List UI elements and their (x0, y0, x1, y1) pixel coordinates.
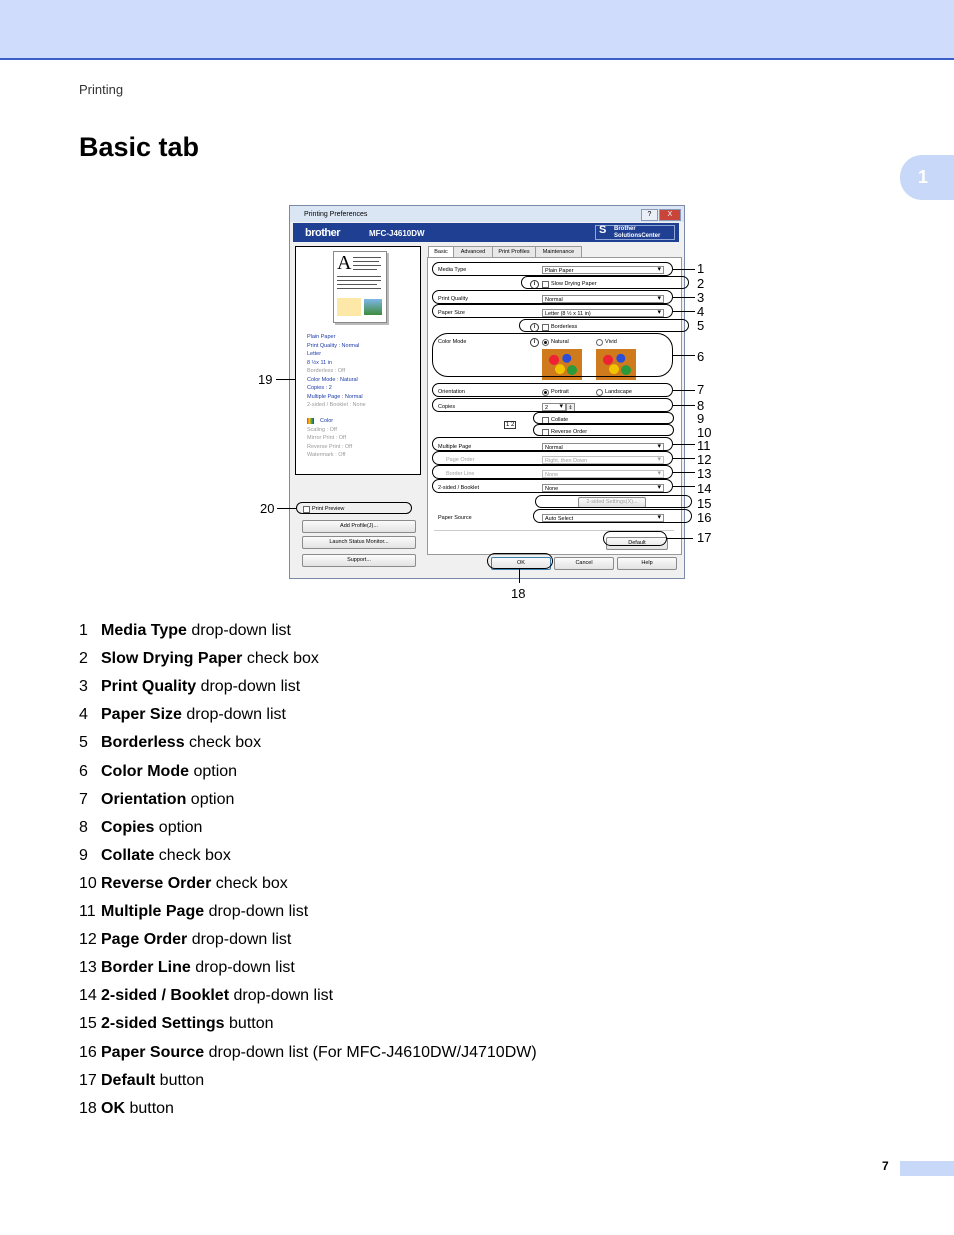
media-type-label: Media Type (438, 267, 467, 273)
slow-drying-info-icon[interactable]: i (530, 280, 539, 289)
list-item (79, 791, 234, 809)
media-type-dropdown[interactable]: Plain Paper ▾ (542, 266, 664, 274)
list-item-term: Paper Source (101, 1043, 205, 1061)
callout-number: 5 (697, 318, 705, 333)
section-name: Printing (79, 82, 124, 97)
preview-setting-line: Reverse Print : Off (307, 443, 353, 450)
help-button[interactable]: Help (617, 557, 677, 570)
callout-oval (432, 437, 673, 451)
copies-stepper[interactable]: ⇕ (566, 403, 575, 413)
callout-line (673, 390, 695, 391)
list-item (79, 706, 286, 724)
list-item-number: 8 (79, 818, 88, 836)
callout-number: 2 (697, 276, 705, 291)
list-item-description: option (189, 762, 238, 780)
list-item-number: 6 (79, 762, 88, 780)
help-window-button[interactable]: ? (641, 209, 658, 221)
callout-number: 11 (697, 438, 711, 453)
callout-oval (533, 412, 674, 424)
list-item-term: Paper Size (101, 706, 182, 724)
preview-setting-line: Color Mode : Natural (307, 376, 358, 383)
list-item-term: Default (101, 1071, 156, 1089)
preview-setting-line: Copies : 2 (307, 385, 332, 391)
preview-setting-line: Print Quality : Normal (307, 342, 360, 349)
page-title: Basic tab (79, 132, 200, 162)
list-item-description: button (224, 1015, 274, 1033)
list-item (79, 931, 291, 949)
callout-line (276, 379, 295, 380)
list-item-description: drop-down list (196, 678, 301, 696)
list-item-term: Media Type (101, 622, 187, 639)
list-item-number: 10 (79, 874, 97, 892)
list-item (79, 959, 295, 977)
callout-number: 1 (697, 261, 705, 276)
list-item-number: 5 (79, 734, 88, 752)
list-item-description: check box (211, 874, 288, 892)
list-item-description: drop-down list (190, 959, 295, 977)
add-profile-button[interactable]: Add Profile(J)... (302, 520, 416, 533)
list-item-description: check box (154, 846, 231, 864)
preview-setting-line: Scaling : Off (307, 426, 337, 433)
page-number: 7 (882, 1159, 889, 1173)
copies-label: Copies (438, 404, 456, 410)
callout-oval (533, 424, 674, 436)
callout-line (673, 269, 695, 270)
list-item-description: check box (184, 734, 262, 752)
list-item-number: 3 (79, 678, 88, 696)
print-preview-panel (295, 246, 421, 475)
list-item (79, 987, 333, 1005)
two-sided-label: 2-sided / Booklet (438, 485, 479, 491)
callout-line (519, 569, 520, 583)
list-item (79, 622, 291, 640)
callout-oval (432, 465, 673, 479)
print-preview-label: Print Preview (312, 506, 345, 512)
callout-number: 19 (258, 372, 273, 387)
list-item-term: Orientation (101, 790, 187, 808)
callout-oval (487, 553, 553, 569)
list-item-description: drop-down list (186, 622, 291, 639)
paper-size-dropdown[interactable]: Letter (8 ½ x 11 in) ▾ (542, 309, 664, 317)
callout-number: 15 (697, 496, 712, 511)
callout-oval (432, 398, 673, 412)
callout-number: 17 (697, 530, 712, 545)
list-item (79, 678, 300, 696)
collate-label: Collate (551, 417, 569, 423)
callout-oval (603, 531, 667, 546)
portrait-label: Portrait (551, 389, 569, 395)
list-item (79, 1072, 204, 1090)
list-item-number: 15 (79, 1015, 97, 1033)
copies-field[interactable]: 2 ▾ (542, 403, 566, 411)
list-item-term: Print Quality (101, 678, 197, 696)
paper-size-label: Paper Size (438, 310, 465, 316)
list-item-number: 1 (79, 622, 88, 639)
tab-print-profiles[interactable]: Print Profiles (492, 246, 536, 258)
callout-line (673, 405, 695, 406)
list-item-description: drop-down list (229, 987, 334, 1005)
slow-drying-label: Slow Drying Paper (551, 281, 597, 287)
callout-line (673, 472, 695, 473)
launch-status-monitor-button[interactable]: Launch Status Monitor... (302, 536, 416, 549)
tab-basic[interactable]: Basic (428, 246, 454, 259)
collate-diagram-icon: 1 2 (506, 422, 515, 428)
callout-line (673, 297, 695, 298)
color-mode-info-icon[interactable]: i (530, 338, 539, 347)
color-icon (307, 418, 314, 424)
callout-number: 4 (697, 304, 705, 319)
close-window-button[interactable]: X (659, 209, 681, 221)
paper-source-dropdown[interactable]: Auto Select ▾ (542, 514, 664, 522)
cancel-button[interactable]: Cancel (554, 557, 614, 570)
solutions-center-icon: S (599, 224, 607, 236)
preview-setting-line: 8 ½x 11 in (307, 359, 332, 366)
list-item-description: check box (242, 650, 319, 668)
list-item-number: 18 (79, 1099, 97, 1117)
page-order-label: Page Order (446, 457, 475, 463)
window-titlebar (290, 206, 684, 222)
callout-number: 8 (697, 398, 705, 413)
list-item-number: 4 (79, 706, 88, 724)
callout-oval (533, 509, 692, 523)
callout-oval (432, 333, 673, 377)
default-button[interactable]: Default (606, 537, 668, 550)
list-item-term: OK (101, 1099, 125, 1117)
list-item-term: Border Line (101, 959, 191, 977)
list-item-number: 16 (79, 1043, 97, 1061)
tab-advanced[interactable]: Advanced (453, 246, 493, 258)
page-thumbnail-chart (337, 298, 361, 316)
callout-number: 14 (697, 481, 712, 496)
two-sided-settings-button[interactable]: 2-sided Settings(X)... (578, 497, 646, 508)
list-item-term: Color Mode (101, 762, 189, 780)
list-item (79, 819, 202, 837)
callout-oval (519, 319, 689, 332)
callout-line (673, 355, 695, 356)
tab-maintenance[interactable]: Maintenance (535, 246, 582, 258)
list-item (79, 734, 261, 752)
list-item-description: button (155, 1071, 205, 1089)
list-item (79, 875, 288, 893)
callout-line (673, 486, 695, 487)
reverse-order-label: Reverse Order (551, 429, 588, 435)
list-item-term: Copies (101, 818, 155, 836)
list-item-description: drop-down list (For MFC-J4610DW/J4710DW) (204, 1043, 537, 1061)
list-item (79, 903, 308, 921)
multiple-page-label: Multiple Page (438, 444, 472, 450)
list-item-term: Slow Drying Paper (101, 650, 243, 668)
print-quality-dropdown[interactable]: Normal ▾ (542, 295, 664, 303)
brother-logo: brother (305, 227, 340, 239)
callout-oval (521, 276, 689, 289)
callout-oval (432, 383, 673, 397)
callout-oval (432, 290, 673, 304)
vivid-label: Vivid (605, 339, 617, 345)
callout-number: 7 (697, 382, 705, 397)
page-thumbnail-picture (364, 299, 382, 315)
callout-number: 18 (511, 586, 526, 601)
callout-number: 20 (260, 501, 275, 516)
preview-setting-line: Multiple Page : Normal (307, 393, 363, 400)
page-thumbnail (333, 251, 387, 323)
list-item (79, 1044, 537, 1062)
list-item (79, 650, 319, 668)
callout-oval (432, 262, 673, 276)
page-order-dropdown[interactable]: Right, then Down ▾ (542, 456, 664, 464)
callout-oval (535, 495, 692, 508)
list-item-number: 7 (79, 790, 88, 808)
callout-line (667, 538, 693, 539)
orientation-label: Orientation (438, 389, 465, 395)
callout-number: 9 (697, 411, 705, 426)
list-item (79, 1100, 174, 1118)
callout-number: 12 (697, 452, 712, 467)
callout-line (673, 458, 695, 459)
model-name: MFC-J4610DW (369, 229, 425, 238)
callout-number: 3 (697, 290, 705, 305)
page-thumbnail-letter: A (337, 252, 352, 274)
solutions-center-label: Brother SolutionsCenter (614, 226, 661, 239)
list-item-number: 2 (79, 650, 88, 668)
color-mode-label: Color Mode (438, 339, 467, 345)
brand-bar (293, 223, 679, 242)
border-line-label: Border Line (446, 471, 475, 477)
list-item-term: Page Order (101, 931, 188, 949)
list-item-term: 2-sided / Booklet (101, 987, 230, 1005)
chapter-tab: 1 (900, 155, 954, 200)
list-item (79, 847, 231, 865)
callout-line (673, 311, 695, 312)
list-item-term: Borderless (101, 734, 185, 752)
list-item-description: drop-down list (187, 931, 292, 949)
list-item-number: 13 (79, 959, 97, 977)
preview-setting-line: Watermark : Off (307, 452, 346, 458)
list-item-number: 12 (79, 931, 97, 949)
preview-setting-line: 2-sided / Booklet : None (307, 402, 366, 408)
callout-number: 6 (697, 349, 705, 364)
print-quality-label: Print Quality (438, 296, 468, 302)
list-item-term: Reverse Order (101, 874, 212, 892)
list-item-term: Collate (101, 846, 155, 864)
list-item-number: 17 (79, 1071, 97, 1089)
list-item-description: drop-down list (204, 903, 309, 920)
list-item-description: drop-down list (181, 706, 286, 724)
preview-setting-line: Letter (307, 351, 322, 357)
list-item-term: 2-sided Settings (101, 1015, 225, 1033)
header-band (0, 0, 954, 60)
landscape-label: Landscape (605, 389, 632, 395)
callout-number: 13 (697, 466, 712, 481)
list-item-number: 14 (79, 987, 97, 1005)
paper-source-label: Paper Source (438, 515, 472, 521)
list-item-description: button (125, 1099, 174, 1117)
support-button[interactable]: Support... (302, 554, 416, 567)
callout-oval (432, 479, 673, 493)
solutions-center-button[interactable] (595, 225, 675, 240)
callout-line (277, 508, 296, 509)
border-line-dropdown[interactable]: None ▾ (542, 470, 664, 478)
preview-setting-line: Color (320, 418, 334, 424)
multiple-page-dropdown[interactable]: Normal ▾ (542, 443, 664, 451)
ok-button[interactable]: OK (491, 557, 551, 570)
borderless-label: Borderless (551, 324, 578, 330)
preview-setting-line: Borderless : Off (307, 368, 346, 374)
preview-setting-line: Plain Paper (307, 334, 336, 340)
callout-oval (432, 304, 673, 318)
list-item-description: option (186, 790, 235, 808)
callout-oval (296, 502, 412, 514)
callout-number: 10 (697, 425, 712, 440)
list-item (79, 763, 237, 781)
list-item-number: 11 (79, 903, 96, 920)
natural-label: Natural (551, 339, 569, 345)
list-item-description: option (154, 818, 203, 836)
list-item-number: 9 (79, 846, 88, 864)
list-item-term: Multiple Page (101, 903, 205, 920)
callout-oval (432, 451, 673, 465)
list-item (79, 1015, 274, 1033)
two-sided-dropdown[interactable]: None ▾ (542, 484, 664, 492)
footer-band (900, 1161, 954, 1176)
callout-number: 16 (697, 510, 712, 525)
preview-setting-line: Mirror Print : Off (307, 435, 347, 441)
callout-line (673, 444, 695, 445)
window-title: Printing Preferences (304, 211, 368, 218)
borderless-info-icon[interactable]: i (530, 323, 539, 332)
